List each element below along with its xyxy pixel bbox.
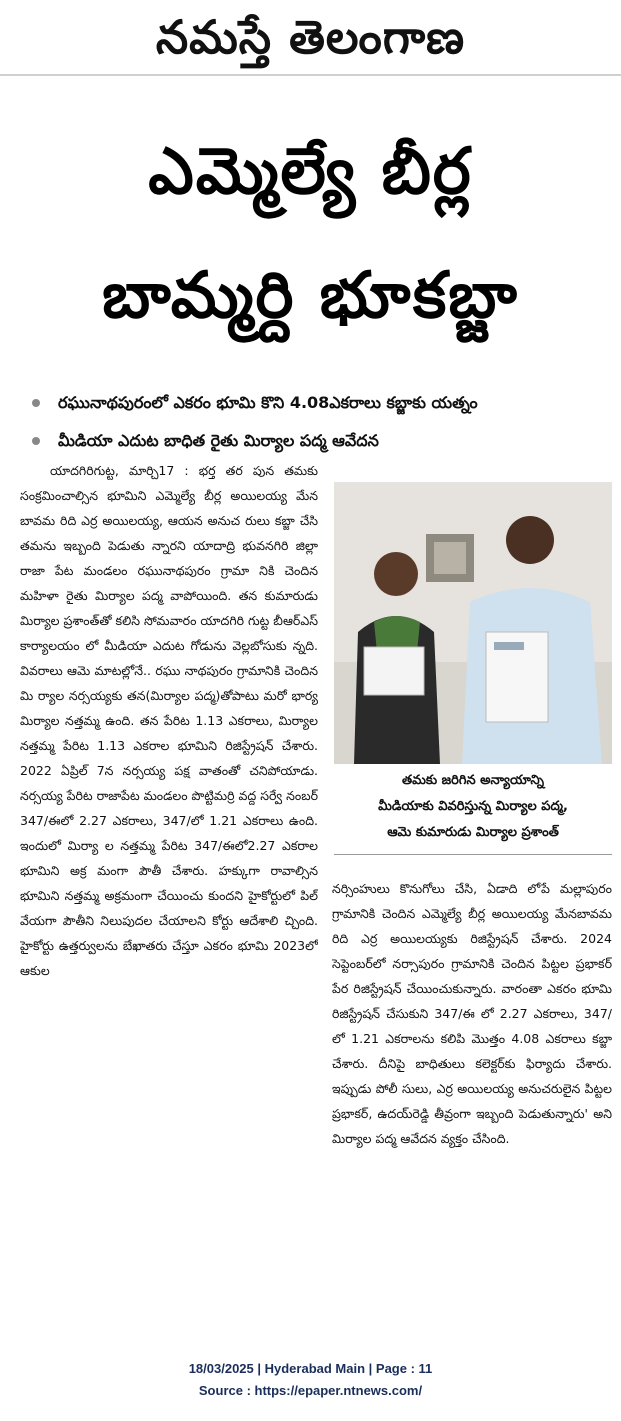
headline: [20, 110, 601, 358]
headline-line-2: బామ్మర్ది భూకబ్జా: [102, 259, 519, 333]
bullet-item: [30, 388, 600, 426]
footer-edition-info: 18/03/2025 | Hyderabad Main | Page : 11: [188, 1361, 433, 1376]
caption-divider: [334, 854, 612, 855]
article-paragraph: నర్సింహులు కొనుగోలు చేసి, ఏడాది లోపే మల్లాపురం గ్రామానికి చెందిన ఎమ్మెల్యే బీర్ల అయిలయ్య మేనబావమ రిది ఎర్ర అయిలయ్యకు రిజిస్ట్రేషన్ చేశారు. 2024 సెప్టెంబర్‌లో నర్సాపురం గ్రామానికి చెందిన పిట్టల ప్రభాకర్ పేర రిజిస్ట్రేషన్ చేయించుకున్నారు. వారంతా ఎకరం భూమి రిజిస్ట్రేషన్ చేసుకుని 347/ఈ లో 2.27 ఎకరాలు, 347/లో 1.21 ఎకరాలను కలిపి మొత్తం 4.08 ఎకరాలు కబ్జా చేశారు. దీనిపై బాధితులు కలెక్టర్‌కు ఫిర్యాదు చేశారు. ఇప్పుడు పోలీ సులు, ఎర్ర అయిలయ్య అనుచరులైన పిట్టల ప్రభాకర్, ఉదయ్‌రెడ్డి తీవ్రంగా ఇబ్బంది పెడుతున్నారు' అని మిర్యాల పద్మ ఆవేదన వ్యక్తం చేసింది.: [332, 881, 612, 1146]
photo-caption: [334, 768, 612, 846]
bullet-text: రఘునాథపురంలో ఎకరం భూమి కొని 4.08ఎకరాలు కబ్జాకు యత్నం: [58, 393, 478, 412]
page-footer: [0, 1358, 621, 1402]
photo-illustration: [334, 482, 612, 764]
bullet-dot-icon: [32, 437, 40, 445]
subheadline-bullets: [30, 388, 600, 464]
article-column-right: [332, 876, 612, 1336]
caption-line: మీడియాకు వివరిస్తున్న మిర్యాల పద్మ,: [378, 799, 568, 814]
news-photo: [334, 482, 612, 764]
article-paragraph: యాదగిరిగుట్ట, మార్చి17 : భర్త తర పున తమకు సంక్రమించాల్సిన భూమిని ఎమ్మెల్యే బీర్ల అయిలయ్య మేన బావమ రిది ఎర్ర అయిలయ్య, ఆయన అనుచ రులు కబ్జా చేసి తమను ఇబ్బంది పెడుతు న్నారని యాదాద్రి భువనగిరి జిల్లా రాజా పేట మండలం రఘునాథపురం గ్రామా నికి చెందిన మహిళా రైతు మిర్యాల పద్మ వాపోయింది. తన కుమారుడు మిర్యాల ప్రశాంత్‌తో కలిసి సోమవారం యాదగిరి గుట్ట బీఆర్‌ఎస్ కార్యాలయం లో మీడియా ఎదుట గోడును వెల్లబోసుకు న్నది. వివరాలు ఆమె మాటల్లోనే.. రఘు నాథపురం గ్రామానికి చెందిన మి ర్యాల నర్సయ్యకు తన(మిర్యాల పద్మ)తోపాటు మరో భార్య మిర్యాల నత్తమ్మ ఉంది. తన పేరిట 1.13 ఎకరాలు, మిర్యాల నత్తమ్మ పేరిట 1.13 ఎకరాల భూమిని రిజిస్ట్రేషన్ చేశారు. 2022 ఏప్రిల్ 7న నర్సయ్య పక్ష వాతంతో చనిపోయాడు. నర్సయ్య పేరిట రాజాపేట మండలం పొట్టిమర్రి వద్ద సర్వే నంబర్ 347/ఈలో 2.27 ఎకరాలు, 347/లో 1.21 ఎకరాలు ఉంది. ఇందులో మిర్యా ల నత్తమ్మ పేరిట 347/ఈలో2.27 ఎకరాల భూమిని అక్ర మంగా పౌతీ చేశారు. హక్కుగా రావాల్సిన భూమిని నత్తమ్మ అక్రమంగా చేయించు కుందని హైకోర్టులో పిల్ వేయగా పౌతీని నిలుపుదల చేయాలని కోర్టు ఆదేశాలి చ్చింది. హైకోర్టు ఉత్తర్వులను బేఖాతరు చేస్తూ ఎకరం భూమి 2023లో ఆకుల: [20, 463, 318, 978]
caption-line: తమకు జరిగిన అన్యాయాన్ని: [401, 773, 545, 788]
caption-line: ఆమె కుమారుడు మిర్యాల ప్రశాంత్: [387, 825, 559, 840]
headline-line-1: ఎమ్మెల్యే బీర్ల: [148, 135, 473, 209]
bullet-dot-icon: [32, 399, 40, 407]
bullet-text: మీడియా ఎదుట బాధిత రైతు మిర్యాల పద్మ ఆవేదన: [58, 431, 379, 450]
masthead-logo: నమస్తే తెలంగాణ: [155, 10, 466, 64]
article-column-left: [20, 458, 318, 1338]
masthead: [0, 6, 621, 68]
footer-source-link[interactable]: Source : https://epaper.ntnews.com/: [198, 1383, 423, 1398]
masthead-divider: [0, 74, 621, 76]
